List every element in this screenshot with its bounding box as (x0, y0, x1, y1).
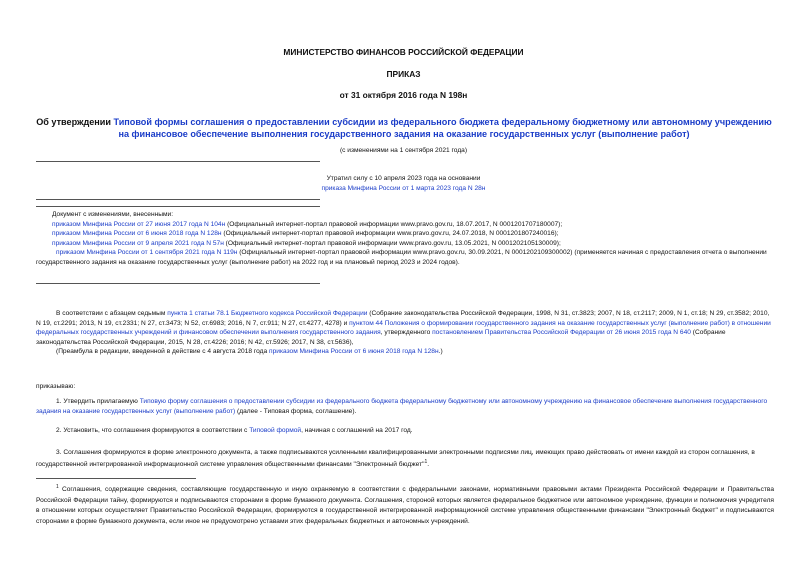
preamble: В соответствии с абзацем седьмым пункта 1 статьи 78.1 Бюджетного кодекса Российской Федерации (Собрание законодательства Российской Федерации, 1998, N 31, ст.3823; 2007, N 18, ст.2117; 2009, N 1, ст.18; N 29, ст.3582; 2010, N 19, ст.2291; 2013, N 19, ст.2331; N 27, ст.3473; N 52, ст.6983; 2016, N 7, ст.911; N 27, ст.4277, 4278) и пунктом 44 Положения о формировании государственного задания на оказание государственных услуг (выполнение работ) в отношении федеральных государственных учреждений и финансовом обеспечении выполнения государственного задания, утвержденного постановлением Правительства Российской Федерации от 26 июня 2015 года N 640 (Собрание законодательства Российской Федерации, 2015, N 28, ст.4226; 2016; N 42, ст.5926; 2017, N 38, ст.5636), (36, 310, 771, 346)
footnote-divider (36, 478, 196, 479)
list-item: приказом Минфина России от 1 сентября 2021 года N 119н (Официальный интернет-портал правовой информации www.pravo.gov.ru, 30.09.2021, N 0001202109300002) (применяется начиная с предоставления отчета о выполнении государственного задания на оказание государственных услуг (выполнение работ) на 2022 год и на плановый период 2023 и 2024 годов). (36, 249, 767, 266)
lost-force-link[interactable]: приказа Минфина России от 1 марта 2023 года N 28н (321, 185, 486, 192)
title-prefix: Об утверждении (36, 117, 114, 127)
order-word: приказываю: (36, 383, 76, 390)
amendment-link[interactable]: приказом Минфина России от 1 сентября 2021 года N 119н (56, 249, 238, 257)
doc-title (34, 116, 774, 140)
list-item: приказом Минфина России от 27 июня 2017 года N 104н (Официальный интернет-портал правовой информации www.pravo.gov.ru, 18.07.2017, N 0001201707180007); (52, 220, 563, 228)
footnote-ref[interactable]: 1 (424, 458, 428, 465)
list-item: приказом Минфина России от 6 июня 2018 года N 128н (Официальный интернет-портал правовой информации www.pravo.gov.ru, 24.07.2018, N 0001201807240016); (52, 230, 559, 238)
amendment-link[interactable]: приказом Минфина России от 9 апреля 2021 года N 57н (52, 239, 224, 247)
lost-force-text: Утратил силу с 10 апреля 2023 года на основании (326, 175, 481, 182)
amendment-link[interactable]: приказом Минфина России от 27 июня 2017 года N 104н (52, 220, 226, 228)
preamble-note: (Преамбула в редакции, введенной в действие с 4 августа 2018 года приказом Минфина России от 6 июня 2018 года N 128н.) (56, 348, 443, 355)
typical-form-link[interactable]: Типовую форму соглашения о предоставлении субсидии из федерального бюджета федеральному бюджетному или автономному учреждению на финансовое обеспечение выполнения государственного задания на оказание государственных услуг (выполнение работ) (36, 398, 768, 415)
divider (36, 199, 320, 200)
amendment-link[interactable]: приказом Минфина России от 6 июня 2018 года N 128н (52, 230, 222, 238)
divider (36, 283, 320, 284)
amendments-heading: Документ с изменениями, внесенными: (52, 211, 174, 218)
doc-type: ПРИКАЗ (386, 69, 421, 79)
paragraph-1: 1. Утвердить прилагаемую Типовую форму соглашения о предоставлении субсидии из федерального бюджета федеральному бюджетному или автономному учреждению на финансовое обеспечение выполнения государственного задания на оказание государственных услуг (выполнение работ) (далее - Типовая форма, соглашение). (36, 398, 768, 415)
typical-form-short-link[interactable]: Типовой формой (249, 427, 302, 434)
lost-force-line (0, 184, 807, 193)
budget-code-link[interactable]: пункта 1 статьи 78.1 Бюджетного кодекса Российской Федерации (167, 310, 368, 317)
divider (36, 206, 320, 207)
doc-date-number: от 31 октября 2016 года N 198н (339, 90, 468, 100)
preamble-note-link[interactable]: приказом Минфина России от 6 июня 2018 года N 128н (269, 348, 439, 355)
list-item: приказом Минфина России от 9 апреля 2021 года N 57н (Официальный интернет-портал правовой информации www.pravo.gov.ru, 13.05.2021, N 0001202105130009); (52, 239, 561, 247)
footnote: $^1$ Соглашения, содержащие сведения, составляющие государственную и иную охраняемую в соответствии с федеральными законами, нормативными правовыми актами Президента Российской Федерации и Правительства Российской Федерации тайну, формируются и подписываются сторонами в форме бумажного документа. Соглашения, стороной которых является федеральное бюджетное или автономное учреждение, функции и полномочия учредителя в отношении которых осуществляет Правительство Российской Федерации, формируются в государственной интегрированной информационной системе управления общественными финансами "Электронный бюджет" и подписываются сторонами в форме бумажного документа, если иное не предусмотрено уставами этих федеральных бюджетных и автономных учреждений. (36, 484, 774, 525)
changes-note: (с изменениями на 1 сентября 2021 года) (339, 147, 468, 154)
footnote-mark: 1 (56, 484, 59, 490)
amendments-block (36, 210, 774, 268)
title-link[interactable]: Типовой формы соглашения о предоставлении субсидии из федерального бюджета федеральному бюджетному или автономному учреждению на финансовое обеспечение выполнения государственного задания на оказание государственных услуг (выполнение работ) (113, 117, 772, 139)
ministry-name: МИНИСТЕРСТВО ФИНАНСОВ РОССИЙСКОЙ ФЕДЕРАЦИИ (283, 47, 524, 57)
divider (36, 161, 320, 162)
government-decree-link[interactable]: постановлением Правительства Российской Федерации от 26 июня 2015 года N 640 (432, 329, 691, 337)
paragraph-2: 2. Установить, что соглашения формируются в соответствии с Типовой формой, начиная с соглашений на 2017 год. (56, 427, 413, 434)
regulation-link[interactable]: пунктом 44 Положения о формировании государственного задания на оказание государственных услуг (выполнение работ) в отношении федеральных государственных учреждений и финансовом обеспечении выполнения государственного задания (36, 319, 771, 337)
paragraph-3: 3. Соглашения формируются в форме электронного документа, а также подписываются усиленными квалифицированными электронными подписями лиц, имеющих право действовать от имени каждой из сторон соглашения, в государственной интегрированной информационной системе управления общественными финансами "Электронный бюджет"$^1$. (36, 449, 755, 468)
